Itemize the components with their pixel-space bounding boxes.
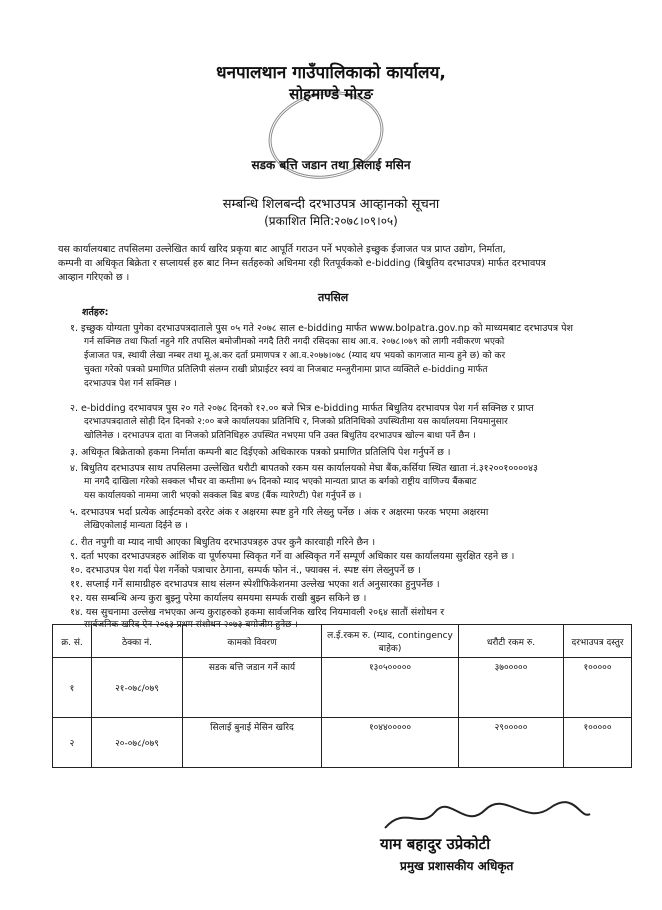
condition-line: चुक्ता गरेको पत्रको प्रमाणित प्रतिलिपी संलग्न राखी प्रोप्राईटर स्वयं वा निजबाट मन्जुरीनामा प्राप्त व्यक्तिले e-bidding मार्फत [84,365,488,375]
handwritten-signature [375,800,595,836]
condition-line: ८. रीत नपुगी वा म्याद नाघी आएका बिधुतिय दरभाउपत्रहरु उपर कुनै कारवाही गरिने छैन । [70,537,376,548]
office-location: सोहमाण्डे मोरङ [289,85,373,103]
intro-line-2: कम्पनी वा अधिकृत बिक्रेता र सप्लायर्स हरु बाट निम्न सर्तहरुको अधिनमा रही रितपूर्वकको e-bidding (बिधुतिय दरभाउपत्र) मार्फत दरभावपत्र [58,258,546,269]
signatory-designation: प्रमुख प्रशासकीय अधिकृत [400,859,514,873]
col-header-fee: दरभाउपत्र दस्तुर [564,625,632,658]
table-cell: २१-०७८/०७९ [92,658,183,718]
tender-table [52,624,632,768]
table-header-row [53,625,632,658]
table-cell: १००००० [564,658,632,718]
condition-line: १०. दरभाउपत्र पेश गर्दा पेश गर्नेको पत्राचार ठेगाना, सम्पर्क फोन नं., फ्याक्स नं. स्पष्ट संग लेख्नुपर्ने छ । [70,565,421,576]
condition-line: खोलिनेछ । दरभाउपत्र दाता वा निजको प्रतिनिधिहरु उपस्थित नभएमा पनि उक्त बिधुतिय दरभाउपत्र खोल्न बाधा पर्ने छैन । [84,431,476,441]
condition-line: मा नगदै दाखिला गरेको सक्कल भौचर वा कम्तीमा ७५ दिनको म्याद भएको मान्यता प्राप्त क बर्गको राष्ट्रीय वाणिज्य बैंकबाट [84,477,477,487]
condition-line: ९. दर्ता भएका दरभाउपत्रहरु आंशिक वा पूर्णरुपमा स्विकृत गर्ने वा अस्विकृत गर्ने सम्पूर्ण अधिकार यस कार्यालयमा सुरक्षित रहने छ । [70,551,515,562]
condition-line: ११. सप्लाई गर्ने सामाग्रीहरु दरभाउपत्र साथ संलग्न स्पेशीफिकेशनमा उल्लेख भएका शर्त अनुसारका हुनुपर्नेछ । [70,579,440,590]
table-cell: ३७००००० [459,658,564,718]
condition-line: १४. यस सुचनामा उल्लेख नभएका अन्य कुराहरुको हकमा सार्वजनिक खरिद नियमावली २०६४ सातौं संशोधन र [70,607,445,618]
condition-line: यस कार्यालयको नाममा जारी भएको सक्कल बिड बण्ड (बैंक ग्यारेण्टी) पेश गर्नुपर्ने छ । [84,491,362,501]
condition-line: ३. अधिकृत बिक्रेताको हकमा निर्माता कम्पनी बाट दिईएको अधिकारक पत्रको प्रमाणित प्रतिलिपि पेश गर्नुपर्ने छ । [70,447,451,458]
condition-line: गर्न सक्निछ तथा फिर्ता नहुने गरि तपसिल बमोजीमको नगदै तिरी नगदी रसिदका साथ आ.व. २०७८।०७९ को लागी नवीकरण भएको [84,337,505,347]
condition-line: लेखिएकोलाई मान्यता दिईने छ । [84,521,188,531]
col-header-deposit: धरौटी रकम रु. [459,625,564,658]
table-row [53,658,632,718]
table-cell: २०-०७८/०७९ [92,718,183,768]
table-cell: सिलाई बुनाई मेसिन खरिद [183,718,322,768]
table-cell: १००००० [564,718,632,768]
signatory-name: याम बहादुर उप्रेकोटी [380,835,491,853]
intro-line-1: यस कार्यालयबाट तपसिलमा उल्लेखित कार्य खरिद प्रकृया बाट आपूर्ति गराउन पर्ने भएकोले इच्छुक ईजाजत पत्र प्राप्त उद्योग, निर्माता, [58,244,506,255]
table-cell: २ [53,718,92,768]
office-title: धनपालथान गाउँपालिकाको कार्यालय, [216,63,446,83]
table-cell: २९००००० [459,718,564,768]
condition-line: ५. दरभाउपत्र भर्दा प्रत्येक आईटमको दररेट अंक र अक्षरमा स्पष्ट हुने गरि लेख्नु पर्नेछ । अंक र अक्षरमा फरक भएमा अक्षरमा [70,507,489,518]
condition-line: १. इच्छुक योग्यता पुगेका दरभाउपत्रदाताले पुस ०५ गते २०७८ साल e-bidding मार्फत www.bolpatra.gov.np को माध्यमबाट दरभाउपत्र पेश [70,323,573,334]
table-cell: १३०५००००० [322,658,459,718]
subject-line: सडक बत्ति जडान तथा सिलाई मसिन [251,158,411,172]
table-row [53,718,632,768]
section-title: तपसिल [318,291,349,304]
condition-line: २. e-bidding दरभावपत्र पुस २० गते २०७८ दिनको १२.०० बजे भित्र e-bidding मार्फत बिधुतिय दरभावपत्र पेश गर्न सक्निछ र प्राप्त [70,403,534,414]
table-cell: सडक बत्ति जडान गर्ने कार्य [183,658,322,718]
notice-title: सम्बन्धि शिलबन्दी दरभाउपत्र आव्हानको सूचना [222,197,440,212]
intro-line-3: आव्हान गरिएको छ । [58,272,130,283]
condition-line: १२. यस सम्बन्धि अन्य कुरा बुझ्नु परेमा कार्यालय समयमा सम्पर्क राखी बुझ्न सकिने छ । [70,593,367,604]
condition-line: दरभाउपत्र पेश गर्न सक्निछ । [84,379,177,389]
conditions-label: शर्तहरु: [82,307,109,318]
col-header-description: कामको विवरण [183,625,322,658]
col-header-estimate: ल.ई.रकम रु. (म्याद, contingency बाहेक) [322,625,459,658]
table-cell: १०४४००००० [322,718,459,768]
condition-line: सार्वजनिक खरिद ऐन २०६३ प्रथम संशोधन २०७३ बमोजीम हुनेछ । [84,620,298,630]
published-date: (प्रकाशित मिति:२०७८।०९।०५) [264,214,398,228]
condition-line: दरभाउपत्रदाताले सोही दिन दिनको २:०० बजे कार्यालयका प्रतिनिधि र, निजको प्रतिनिधिको उपस्थितीमा यस कार्यालयमा नियमानुसार [84,417,508,427]
col-header-sn: क्र. सं. [53,625,92,658]
condition-line: ४. बिधुतिय दरभाउपत्र साथ तपसिलमा उल्लेखित धरौटी बापतको रकम यस कार्यालयको मेघा बैंक,कर्सिया स्थित खाता नं.३१२००१००००४३ [70,463,538,474]
condition-line: ईजाजत पत्र, स्थायी लेखा नम्बर तथा मू.अ.कर दर्ता प्रमाणपत्र र आ.व.२०७७।०७८ (म्याद थप भयको कागजात मान्य हुने छ) को कर [84,351,506,361]
col-header-contract-no: ठेक्का नं. [92,625,183,658]
table-cell: १ [53,658,92,718]
